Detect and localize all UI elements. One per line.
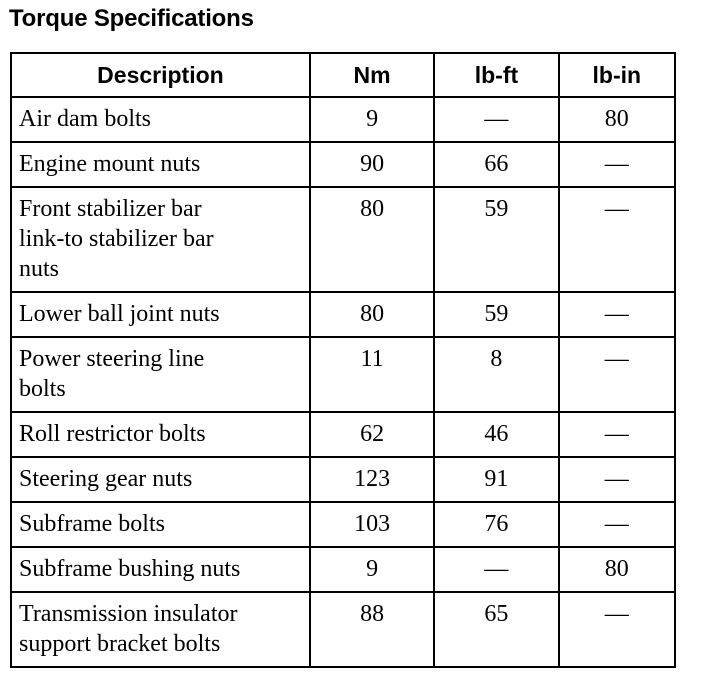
lb-in-cell: 80 bbox=[559, 547, 675, 592]
description-cell bbox=[11, 592, 310, 667]
description-cell bbox=[11, 187, 310, 292]
nm-cell: 11 bbox=[310, 337, 434, 412]
lb-ft-cell: 59 bbox=[434, 187, 558, 292]
lb-ft-cell: 65 bbox=[434, 592, 558, 667]
table-row bbox=[11, 337, 675, 412]
lb-ft-cell: 8 bbox=[434, 337, 558, 412]
table-row bbox=[11, 412, 675, 457]
table-row bbox=[11, 592, 675, 667]
column-header-description: Description bbox=[11, 53, 310, 97]
page-title: Torque Specifications bbox=[9, 5, 254, 32]
lb-in-cell: — bbox=[559, 337, 675, 412]
lb-in-cell: — bbox=[559, 412, 675, 457]
nm-cell: 90 bbox=[310, 142, 434, 187]
lb-ft-cell: 46 bbox=[434, 412, 558, 457]
nm-cell: 80 bbox=[310, 292, 434, 337]
lb-in-cell: — bbox=[559, 592, 675, 667]
lb-ft-cell: 66 bbox=[434, 142, 558, 187]
description-line: nuts bbox=[19, 256, 60, 282]
lb-ft-cell: — bbox=[434, 547, 558, 592]
table-row bbox=[11, 547, 675, 592]
table-row bbox=[11, 502, 675, 547]
lb-ft-cell: — bbox=[434, 97, 558, 142]
column-header-lb-in: lb-in bbox=[559, 53, 675, 97]
description-line: Subframe bushing nuts bbox=[19, 556, 241, 582]
nm-cell: 88 bbox=[310, 592, 434, 667]
column-header-nm: Nm bbox=[310, 53, 434, 97]
description-line: Power steering line bbox=[19, 346, 205, 372]
table-row bbox=[11, 142, 675, 187]
table-row bbox=[11, 457, 675, 502]
table-row bbox=[11, 292, 675, 337]
lb-ft-cell: 76 bbox=[434, 502, 558, 547]
nm-cell: 9 bbox=[310, 547, 434, 592]
nm-cell: 62 bbox=[310, 412, 434, 457]
lb-in-cell: 80 bbox=[559, 97, 675, 142]
description-line: bolts bbox=[19, 376, 66, 402]
description-line: Engine mount nuts bbox=[19, 151, 201, 177]
description-line: Air dam bolts bbox=[19, 106, 151, 132]
table-header-row bbox=[11, 53, 675, 97]
description-cell bbox=[11, 292, 310, 337]
description-cell bbox=[11, 142, 310, 187]
description-line: support bracket bolts bbox=[19, 631, 221, 657]
description-line: link-to stabilizer bar bbox=[19, 226, 214, 252]
lb-ft-cell: 91 bbox=[434, 457, 558, 502]
nm-cell: 9 bbox=[310, 97, 434, 142]
column-header-lb-ft: lb-ft bbox=[434, 53, 558, 97]
table-row bbox=[11, 187, 675, 292]
description-cell bbox=[11, 97, 310, 142]
lb-in-cell: — bbox=[559, 502, 675, 547]
description-line: Roll restrictor bolts bbox=[19, 421, 206, 447]
description-cell bbox=[11, 412, 310, 457]
table-row bbox=[11, 97, 675, 142]
description-line: Steering gear nuts bbox=[19, 466, 193, 492]
nm-cell: 123 bbox=[310, 457, 434, 502]
description-line: Subframe bolts bbox=[19, 511, 165, 537]
lb-ft-cell: 59 bbox=[434, 292, 558, 337]
description-line: Transmission insulator bbox=[19, 601, 238, 627]
description-cell bbox=[11, 547, 310, 592]
lb-in-cell: — bbox=[559, 187, 675, 292]
description-line: Front stabilizer bar bbox=[19, 196, 202, 222]
lb-in-cell: — bbox=[559, 292, 675, 337]
lb-in-cell: — bbox=[559, 457, 675, 502]
torque-specifications-table bbox=[10, 52, 676, 668]
description-line: Lower ball joint nuts bbox=[19, 301, 220, 327]
description-cell bbox=[11, 337, 310, 412]
description-cell bbox=[11, 457, 310, 502]
nm-cell: 80 bbox=[310, 187, 434, 292]
description-cell bbox=[11, 502, 310, 547]
lb-in-cell: — bbox=[559, 142, 675, 187]
nm-cell: 103 bbox=[310, 502, 434, 547]
